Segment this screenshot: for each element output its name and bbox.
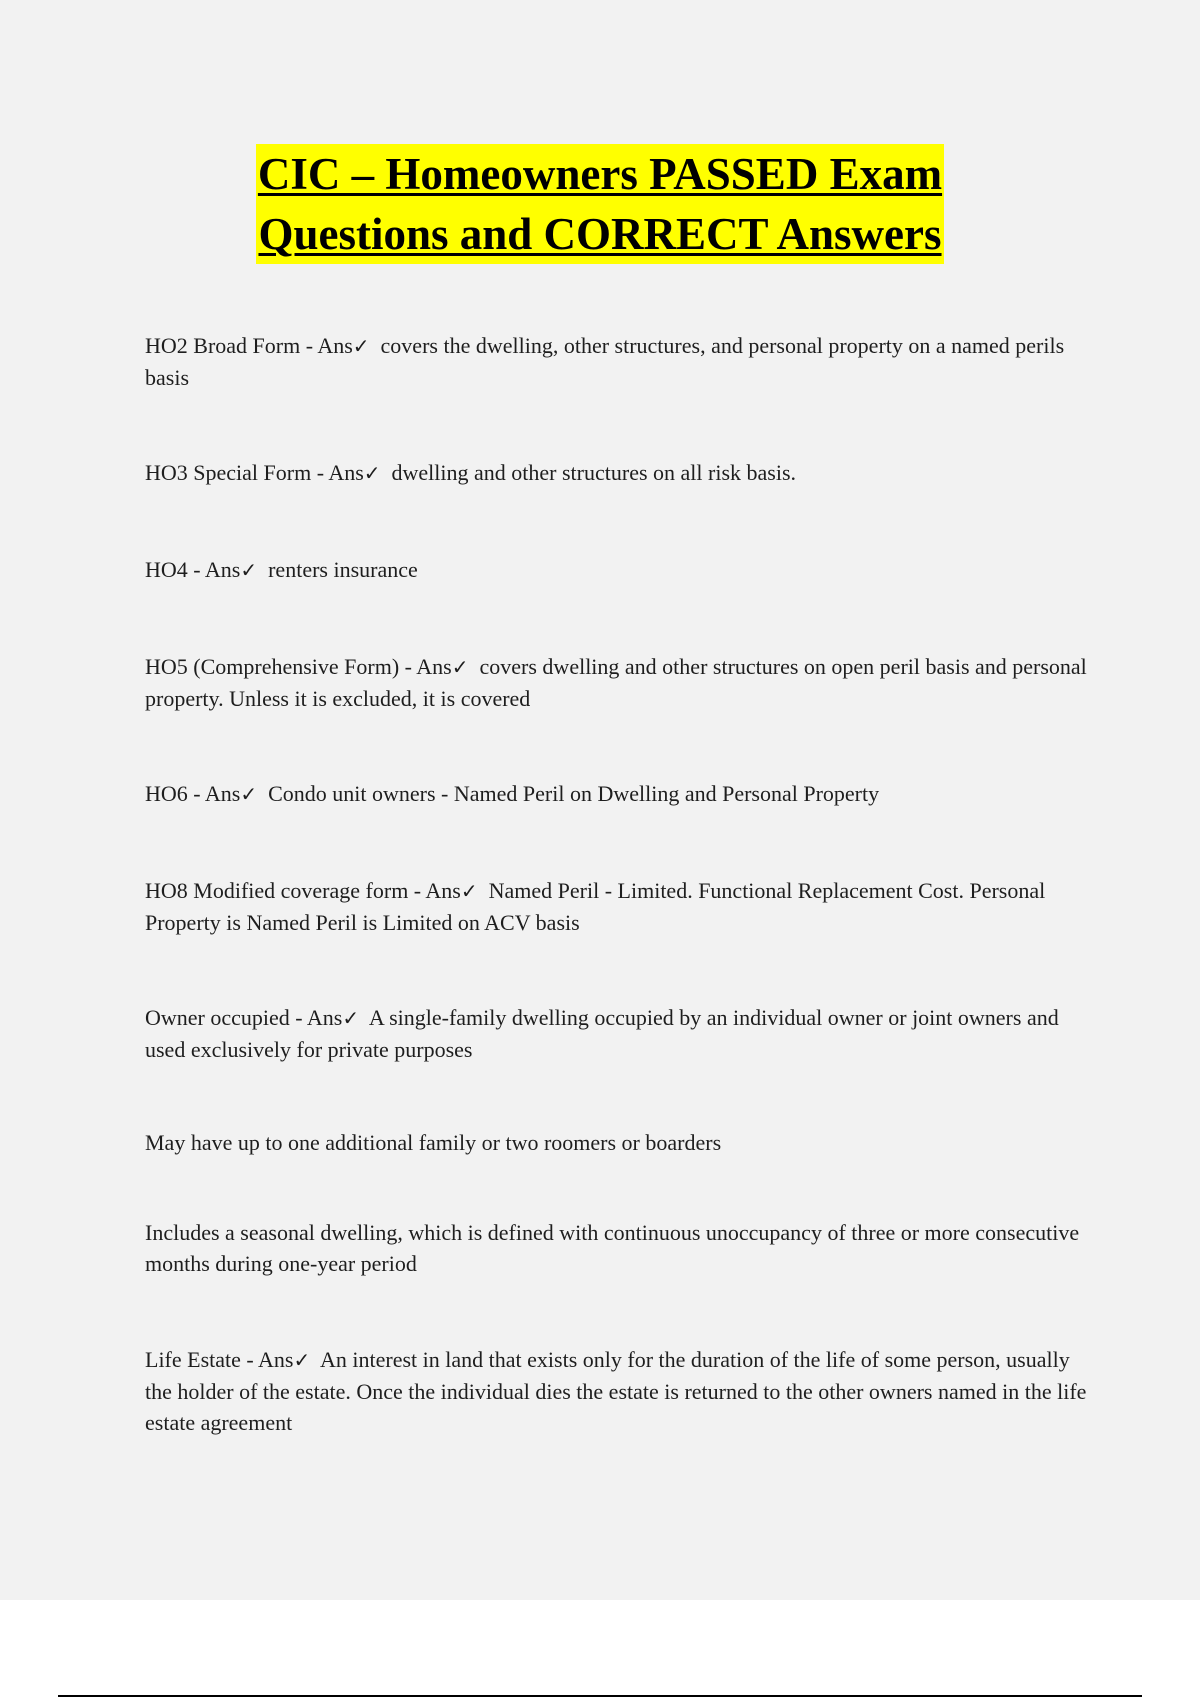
qa-answer: covers dwelling and other structures on open peril basis and personal property. Unless it is excluded, it is covered [145,654,1087,711]
qa-entry [145,554,1095,586]
qa-term: HO3 Special Form - Ans [145,460,364,485]
qa-entry [145,778,1095,810]
qa-entry [145,1002,1095,1065]
page-divider [58,1695,1142,1697]
qa-answer: renters insurance [268,557,418,582]
title-line-1: CIC – Homeowners PASSED Exam [256,144,944,204]
qa-answer: Named Peril - Limited. Functional Replacement Cost. Personal Property is Named Peril is Limited on ACV basis [145,878,1046,935]
qa-entry [145,1127,1095,1158]
title-line-2: Questions and CORRECT Answers [256,204,943,264]
checkmark-icon: ✓ [342,1006,360,1030]
checkmark-icon: ✓ [293,1348,311,1372]
qa-term: HO5 (Comprehensive Form) - Ans [145,654,452,679]
checkmark-icon: ✓ [363,461,381,485]
checkmark-icon: ✓ [460,879,478,903]
checkmark-icon: ✓ [451,655,469,679]
qa-entry [145,1344,1095,1438]
qa-term: HO8 Modified coverage form - Ans [145,878,461,903]
qa-term: HO4 - Ans [145,557,241,582]
qa-answer: Includes a seasonal dwelling, which is defined with continuous unoccupancy of three or more consecutive months during one-year period [145,1220,1080,1276]
qa-term: Owner occupied - Ans [145,1005,343,1030]
qa-answer: A single-family dwelling occupied by an individual owner or joint owners and used exclusively for private purposes [145,1005,1059,1062]
qa-answer: dwelling and other structures on all risk basis. [391,460,797,485]
checkmark-icon: ✓ [240,558,258,582]
qa-answer: May have up to one additional family or two roomers or boarders [145,1130,722,1155]
qa-entry [145,1217,1095,1279]
qa-entry [145,330,1095,393]
checkmark-icon: ✓ [240,782,258,806]
qa-term: HO6 - Ans [145,781,241,806]
qa-entry [145,875,1095,938]
document-title [0,144,1200,264]
checkmark-icon: ✓ [352,334,370,358]
qa-answer: An interest in land that exists only for the duration of the life of some person, usually the holder of the estate. Once the individual dies the estate is returned to the other owners named in the life estate agreement [145,1347,1087,1435]
qa-answer: covers the dwelling, other structures, and personal property on a named perils basis [145,333,1065,390]
qa-entry [145,651,1095,714]
qa-term: HO2 Broad Form - Ans [145,333,353,358]
qa-answer: Condo unit owners - Named Peril on Dwelling and Personal Property [268,781,880,806]
qa-entry [145,457,1095,489]
qa-term: Life Estate - Ans [145,1347,294,1372]
